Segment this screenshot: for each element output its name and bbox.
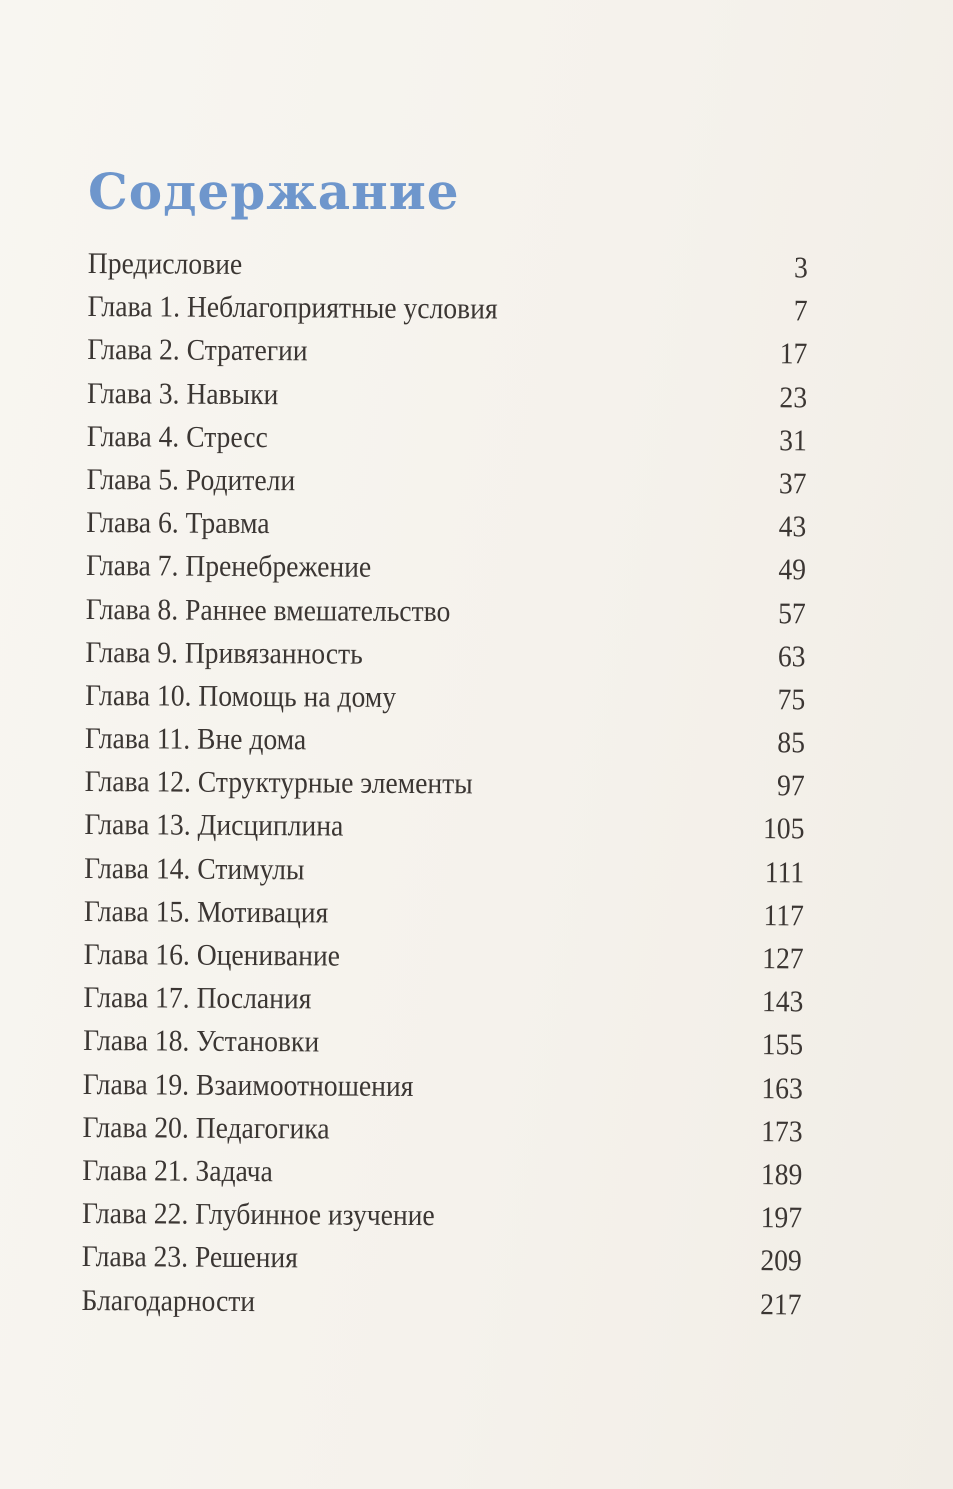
toc-entry-page: 17: [779, 337, 808, 371]
toc-entry-page: 97: [776, 769, 805, 803]
toc-entry-label: Глава 7. Пренебрежение: [85, 549, 372, 585]
toc-entry-chapter-20: [82, 1106, 802, 1154]
toc-entry-label: Глава 19. Взаимоотношения: [82, 1067, 414, 1103]
toc-entry-label: Глава 11. Вне дома: [84, 722, 307, 757]
toc-entry-page: 155: [761, 1028, 804, 1062]
toc-entry-page: 197: [760, 1201, 803, 1235]
toc-entry-label: Благодарности: [81, 1283, 256, 1318]
toc-entry-page: 23: [779, 380, 808, 414]
toc-entry-label: Глава 5. Родители: [86, 462, 296, 498]
toc-entry-acknowledgements: [81, 1278, 801, 1326]
toc-entry-chapter-5: [86, 458, 806, 506]
toc-entry-label: Глава 12. Структурные элементы: [84, 765, 473, 801]
toc-entry-chapter-13: [84, 803, 804, 851]
toc-entry-page: 31: [779, 423, 807, 458]
toc-entry-label: Глава 13. Дисциплина: [84, 808, 344, 844]
toc-entry-label: Глава 18. Установки: [83, 1024, 320, 1059]
toc-entry-chapter-16: [84, 933, 804, 981]
toc-entry-page: 189: [760, 1158, 803, 1192]
toc-entry-label: Глава 14. Стимулы: [84, 851, 305, 886]
toc-entry-page: 43: [778, 510, 807, 544]
toc-entry-page: 63: [777, 639, 806, 674]
toc-entry-label: Глава 9. Привязанность: [85, 635, 363, 671]
toc-entry-page: 75: [777, 683, 806, 717]
toc-entry-preface: [88, 242, 808, 290]
toc-entry-label: Глава 17. Послания: [83, 981, 312, 1016]
toc-entry-chapter-6: [86, 501, 806, 549]
toc-entry-label: Глава 20. Педагогика: [82, 1110, 330, 1146]
toc-entry-chapter-19: [83, 1063, 803, 1111]
toc-entry-label: Глава 1. Неблагоприятные условия: [87, 290, 498, 326]
toc-entry-page: 163: [761, 1071, 803, 1105]
toc-entry-page: 217: [760, 1287, 802, 1321]
toc-entry-page: 173: [761, 1114, 803, 1149]
toc-entry-page: 209: [760, 1244, 802, 1278]
toc-entry-chapter-8: [86, 587, 806, 635]
toc-entry-chapter-2: [87, 328, 807, 376]
toc-entry-label: Глава 8. Раннее вмешательство: [85, 592, 451, 628]
toc-entry-chapter-14: [84, 847, 804, 895]
toc-entry-label: Глава 15. Мотивация: [83, 894, 329, 930]
toc-entry-label: Глава 6. Травма: [86, 506, 270, 541]
toc-entry-label: Глава 2. Стратегии: [87, 333, 308, 368]
toc-entry-chapter-9: [85, 631, 805, 679]
toc-entry-chapter-1: [87, 285, 807, 333]
table-of-contents: [81, 242, 808, 1326]
toc-entry-chapter-21: [82, 1149, 802, 1197]
toc-entry-page: 117: [763, 898, 804, 933]
toc-entry-page: 127: [762, 942, 804, 976]
toc-entry-label: Глава 21. Задача: [82, 1153, 273, 1189]
toc-entry-page: 143: [761, 985, 804, 1019]
page-title: Содержание: [88, 162, 460, 221]
toc-entry-label: Глава 3. Навыки: [86, 376, 279, 411]
toc-entry-page: 7: [793, 294, 808, 328]
toc-entry-chapter-23: [82, 1235, 802, 1283]
toc-entry-label: Глава 10. Помощь на дому: [85, 678, 397, 714]
toc-entry-page: 37: [778, 467, 807, 501]
toc-entry-label: Глава 16. Оценивание: [83, 937, 341, 973]
toc-entry-chapter-7: [86, 544, 806, 592]
toc-entry-chapter-3: [87, 372, 807, 420]
toc-entry-label: Глава 23. Решения: [81, 1240, 298, 1275]
toc-entry-chapter-17: [83, 976, 803, 1024]
toc-entry-chapter-10: [85, 674, 805, 722]
toc-entry-page: 85: [777, 726, 806, 760]
toc-entry-chapter-12: [85, 760, 805, 808]
toc-entry-chapter-15: [84, 890, 804, 938]
toc-entry-page: 3: [793, 251, 808, 285]
toc-entry-chapter-18: [83, 1019, 803, 1067]
toc-entry-page: 57: [778, 596, 806, 630]
toc-entry-page: 49: [778, 553, 807, 587]
toc-entry-chapter-11: [85, 717, 805, 765]
toc-entry-label: Глава 4. Стресс: [86, 419, 268, 454]
toc-entry-page: 105: [762, 812, 805, 846]
toc-entry-page: 111: [764, 855, 805, 890]
toc-entry-chapter-22: [82, 1192, 802, 1240]
toc-entry-label: Предисловие: [87, 246, 243, 281]
toc-entry-label: Глава 22. Глубинное изучение: [81, 1197, 435, 1233]
toc-entry-chapter-4: [87, 415, 807, 463]
